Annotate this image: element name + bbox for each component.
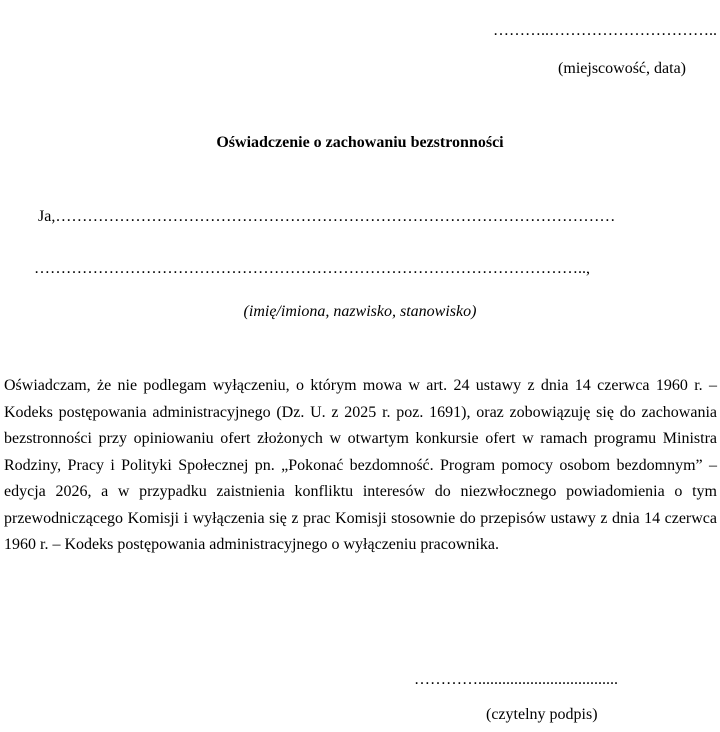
signature-field: …………................................... bbox=[414, 671, 618, 688]
signature-label: (czytelny podpis) bbox=[486, 706, 598, 723]
declarant-hint: (imię/imiona, nazwisko, stanowisko) bbox=[243, 303, 477, 320]
declarant-second-line: ………………………………………………………………………………………….., bbox=[34, 260, 590, 277]
declarant-name-line: Ja,…………………………………………………………………………………………… bbox=[38, 208, 616, 225]
place-date-label: (miejscowość, data) bbox=[558, 60, 686, 77]
place-date-field: ………..………………………….. bbox=[493, 22, 717, 39]
declaration-body: Oświadczam, że nie podlegam wyłączeniu, o którym mowa w art. 24 ustawy z dnia 14 czerwca 1960 r. – Kodeks postępowania administracyjnego (Dz. U. z 2025 r. poz. 1691), oraz zobowiązuję się do zachowania bezstronności przy opiniowaniu ofert złożonych w otwartym konkursie ofert w ramach programu Ministra Rodziny, Pracy i Polityki Społecznej pn. „Pokonać bezdomność. Program pomocy osobom bezdomnym” – edycja 2026, a w przypadku zaistnienia konfliktu interesów do niezwłocznego powiadomienia o tym przewodniczącego Komisji i wyłączenia się z prac Komisji stosownie do przepisów ustawy z dnia 14 czerwca 1960 r. – Kodeks postępowania administracyjnego o wyłączeniu pracownika. bbox=[4, 377, 717, 553]
document-title: Oświadczenie o zachowaniu bezstronności bbox=[216, 134, 504, 151]
